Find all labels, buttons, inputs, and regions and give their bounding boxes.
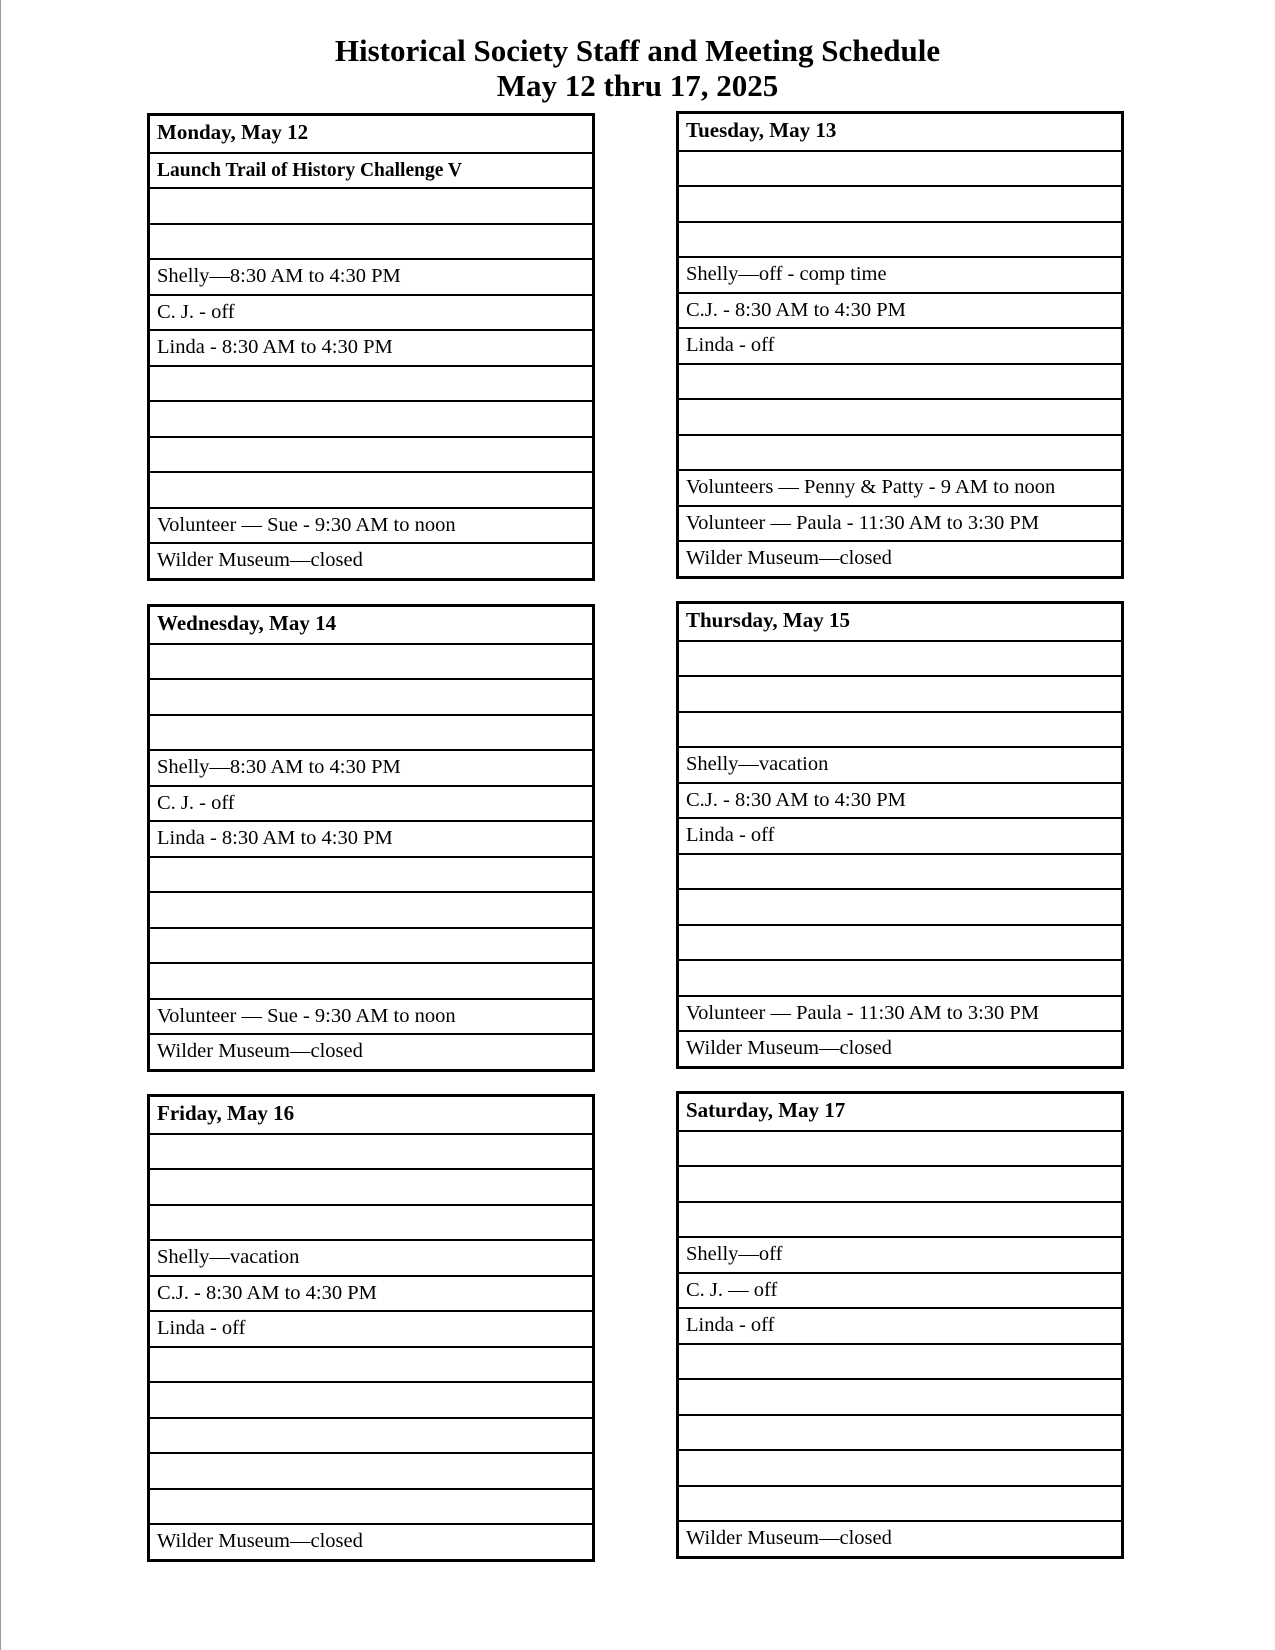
schedule-row <box>150 856 592 892</box>
schedule-row <box>150 1168 592 1204</box>
schedule-row: Shelly—off - comp time <box>679 256 1121 292</box>
schedule-row: Wilder Museum—closed <box>679 1030 1121 1066</box>
schedule-row <box>150 471 592 507</box>
title-line-2: May 12 thru 17, 2025 <box>496 68 779 103</box>
title-line-1: Historical Society Staff and Meeting Schedule <box>334 33 941 68</box>
schedule-row <box>150 1488 592 1524</box>
day-header: Tuesday, May 13 <box>686 118 837 142</box>
schedule-row: C. J. - off <box>150 785 592 821</box>
schedule-row: Volunteer — Paula - 11:30 AM to 3:30 PM <box>679 505 1121 541</box>
schedule-row: Wilder Museum—closed <box>150 1033 592 1069</box>
schedule-row: Linda - off <box>679 1307 1121 1343</box>
schedule-row: C.J. - 8:30 AM to 4:30 PM <box>679 782 1121 818</box>
schedule-row <box>150 1452 592 1488</box>
schedule-row <box>150 891 592 927</box>
schedule-row: Wilder Museum—closed <box>150 1523 592 1559</box>
schedule-row <box>679 888 1121 924</box>
day-box-tuesday <box>676 111 1124 579</box>
day-header: Monday, May 12 <box>157 120 309 144</box>
schedule-row: Shelly—8:30 AM to 4:30 PM <box>150 258 592 294</box>
schedule-row: Shelly—vacation <box>679 746 1121 782</box>
day-header: Friday, May 16 <box>157 1101 295 1125</box>
schedule-row <box>679 959 1121 995</box>
schedule-row <box>679 398 1121 434</box>
schedule-row: C.J. - 8:30 AM to 4:30 PM <box>150 1275 592 1311</box>
day-header: Thursday, May 15 <box>686 608 850 632</box>
schedule-row <box>150 1381 592 1417</box>
schedule-row: C.J. - 8:30 AM to 4:30 PM <box>679 292 1121 328</box>
day-header: Saturday, May 17 <box>686 1098 846 1122</box>
schedule-row <box>150 1204 592 1240</box>
schedule-row <box>150 927 592 963</box>
schedule-row <box>679 150 1121 186</box>
day-box-friday <box>147 1094 595 1562</box>
schedule-row <box>150 962 592 998</box>
schedule-row: Wilder Museum—closed <box>150 542 592 578</box>
schedule-row <box>679 640 1121 676</box>
schedule-row <box>150 678 592 714</box>
schedule-row <box>150 223 592 259</box>
schedule-row: C. J. — off <box>679 1272 1121 1308</box>
day-header: Wednesday, May 14 <box>157 611 337 635</box>
day-box-thursday <box>676 601 1124 1069</box>
schedule-row <box>150 400 592 436</box>
schedule-row <box>679 1201 1121 1237</box>
schedule-row <box>679 1343 1121 1379</box>
schedule-row <box>150 643 592 679</box>
schedule-row: Shelly—vacation <box>150 1239 592 1275</box>
schedule-row <box>150 1346 592 1382</box>
page-edge <box>0 0 1 1650</box>
schedule-row: Launch Trail of History Challenge V <box>150 152 592 188</box>
schedule-row: Linda - 8:30 AM to 4:30 PM <box>150 329 592 365</box>
schedule-row <box>150 436 592 472</box>
schedule-row <box>679 1449 1121 1485</box>
schedule-row: Volunteer — Sue - 9:30 AM to noon <box>150 998 592 1034</box>
schedule-row: Volunteer — Paula - 11:30 AM to 3:30 PM <box>679 995 1121 1031</box>
schedule-row <box>679 185 1121 221</box>
schedule-row <box>679 675 1121 711</box>
day-box-monday <box>147 113 595 581</box>
schedule-row <box>150 187 592 223</box>
schedule-row <box>679 1378 1121 1414</box>
day-box-wednesday <box>147 604 595 1072</box>
schedule-row: Shelly—off <box>679 1236 1121 1272</box>
schedule-row: Volunteers — Penny & Patty - 9 AM to noon <box>679 469 1121 505</box>
schedule-row: Volunteer — Sue - 9:30 AM to noon <box>150 507 592 543</box>
schedule-row <box>150 1417 592 1453</box>
page-title <box>0 33 1275 103</box>
day-box-saturday <box>676 1091 1124 1559</box>
schedule-row <box>679 1130 1121 1166</box>
schedule-row: Linda - off <box>679 327 1121 363</box>
schedule-row <box>679 363 1121 399</box>
schedule-row: Linda - off <box>679 817 1121 853</box>
schedule-row: Linda - 8:30 AM to 4:30 PM <box>150 820 592 856</box>
schedule-row <box>679 853 1121 889</box>
schedule-row <box>679 434 1121 470</box>
schedule-row <box>679 1165 1121 1201</box>
schedule-row: Linda - off <box>150 1310 592 1346</box>
schedule-row <box>679 221 1121 257</box>
schedule-row <box>679 711 1121 747</box>
schedule-row <box>679 1414 1121 1450</box>
schedule-row: C. J. - off <box>150 294 592 330</box>
schedule-row <box>679 1485 1121 1521</box>
schedule-row: Wilder Museum—closed <box>679 540 1121 576</box>
schedule-row <box>150 1133 592 1169</box>
schedule-row <box>150 714 592 750</box>
schedule-row: Wilder Museum—closed <box>679 1520 1121 1556</box>
schedule-row: Shelly—8:30 AM to 4:30 PM <box>150 749 592 785</box>
schedule-row <box>679 924 1121 960</box>
schedule-row <box>150 365 592 401</box>
